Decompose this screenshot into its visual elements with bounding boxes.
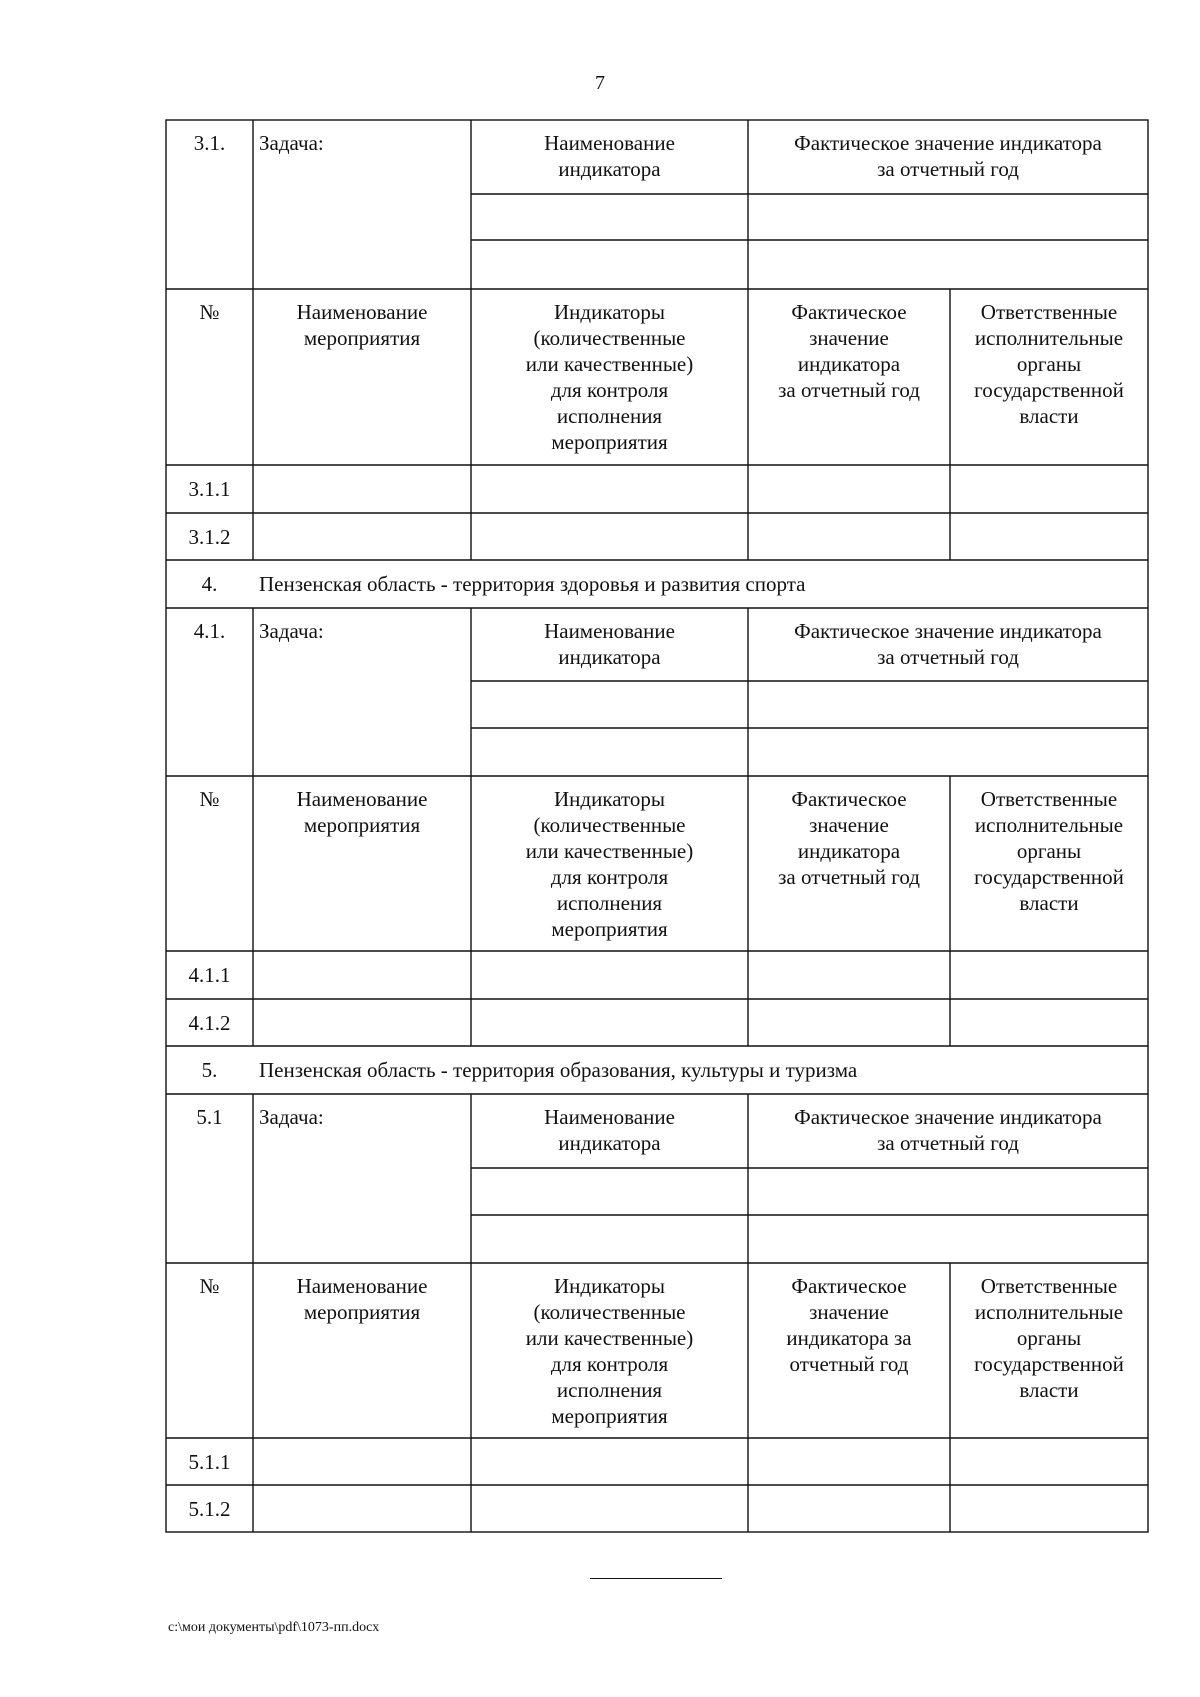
col-indicators-header: Индикаторы (количественные или качественные) для контроля исполнения мероприятия xyxy=(525,787,694,941)
col-actual-header: Фактическое значение индикатора за отчетный год xyxy=(786,1274,912,1376)
group-title: Пензенская область - территория образования, культуры и туризма xyxy=(259,1058,858,1082)
col-actual-header: Фактическое значение индикатора за отчетный год xyxy=(778,787,920,889)
indicator-name-header: Наименование индикатора xyxy=(544,619,675,669)
task-label: Задача: xyxy=(259,1105,324,1129)
table-row-number: 4.1.1 xyxy=(188,963,231,987)
indicator-value-header: Фактическое значение индикатора за отчетный год xyxy=(794,1105,1102,1155)
col-indicators-header: Индикаторы (количественные или качественные) для контроля исполнения мероприятия xyxy=(525,1274,694,1428)
table-row-number: 5.1.2 xyxy=(188,1497,231,1521)
task-number: 5.1 xyxy=(196,1105,223,1129)
table-row-number: 4.1.2 xyxy=(188,1011,231,1035)
col-number-header: № xyxy=(199,1274,220,1298)
task-number: 4.1. xyxy=(193,619,226,643)
col-responsible-header: Ответственные исполнительные органы государственной власти xyxy=(974,1274,1124,1402)
table-row-number: 3.1.1 xyxy=(188,477,231,501)
col-number-header: № xyxy=(199,787,220,811)
col-responsible-header: Ответственные исполнительные органы государственной власти xyxy=(974,300,1124,428)
col-event-header: Наименование мероприятия xyxy=(296,1274,428,1324)
col-event-header: Наименование мероприятия xyxy=(296,300,428,350)
task-label: Задача: xyxy=(259,131,324,155)
group-number: 4. xyxy=(201,572,218,596)
group-number: 5. xyxy=(201,1058,218,1082)
col-event-header: Наименование мероприятия xyxy=(296,787,428,837)
table-row-number: 5.1.1 xyxy=(188,1450,231,1474)
col-number-header: № xyxy=(199,300,220,324)
col-responsible-header: Ответственные исполнительные органы государственной власти xyxy=(974,787,1124,915)
indicator-value-header: Фактическое значение индикатора за отчетный год xyxy=(794,619,1102,669)
table-row-number: 3.1.2 xyxy=(188,525,231,549)
indicator-name-header: Наименование индикатора xyxy=(544,131,675,181)
task-label: Задача: xyxy=(259,619,324,643)
file-path: c:\мои документы\pdf\1073-пп.docx xyxy=(168,1620,380,1635)
indicator-name-header: Наименование индикатора xyxy=(544,1105,675,1155)
end-of-document-rule xyxy=(590,1578,722,1579)
indicator-value-header: Фактическое значение индикатора за отчетный год xyxy=(794,131,1102,181)
group-title: Пензенская область - территория здоровья и развития спорта xyxy=(259,572,806,596)
col-actual-header: Фактическое значение индикатора за отчетный год xyxy=(778,300,920,402)
page-number: 7 xyxy=(595,72,605,94)
col-indicators-header: Индикаторы (количественные или качественные) для контроля исполнения мероприятия xyxy=(525,300,694,454)
task-number: 3.1. xyxy=(193,131,226,155)
